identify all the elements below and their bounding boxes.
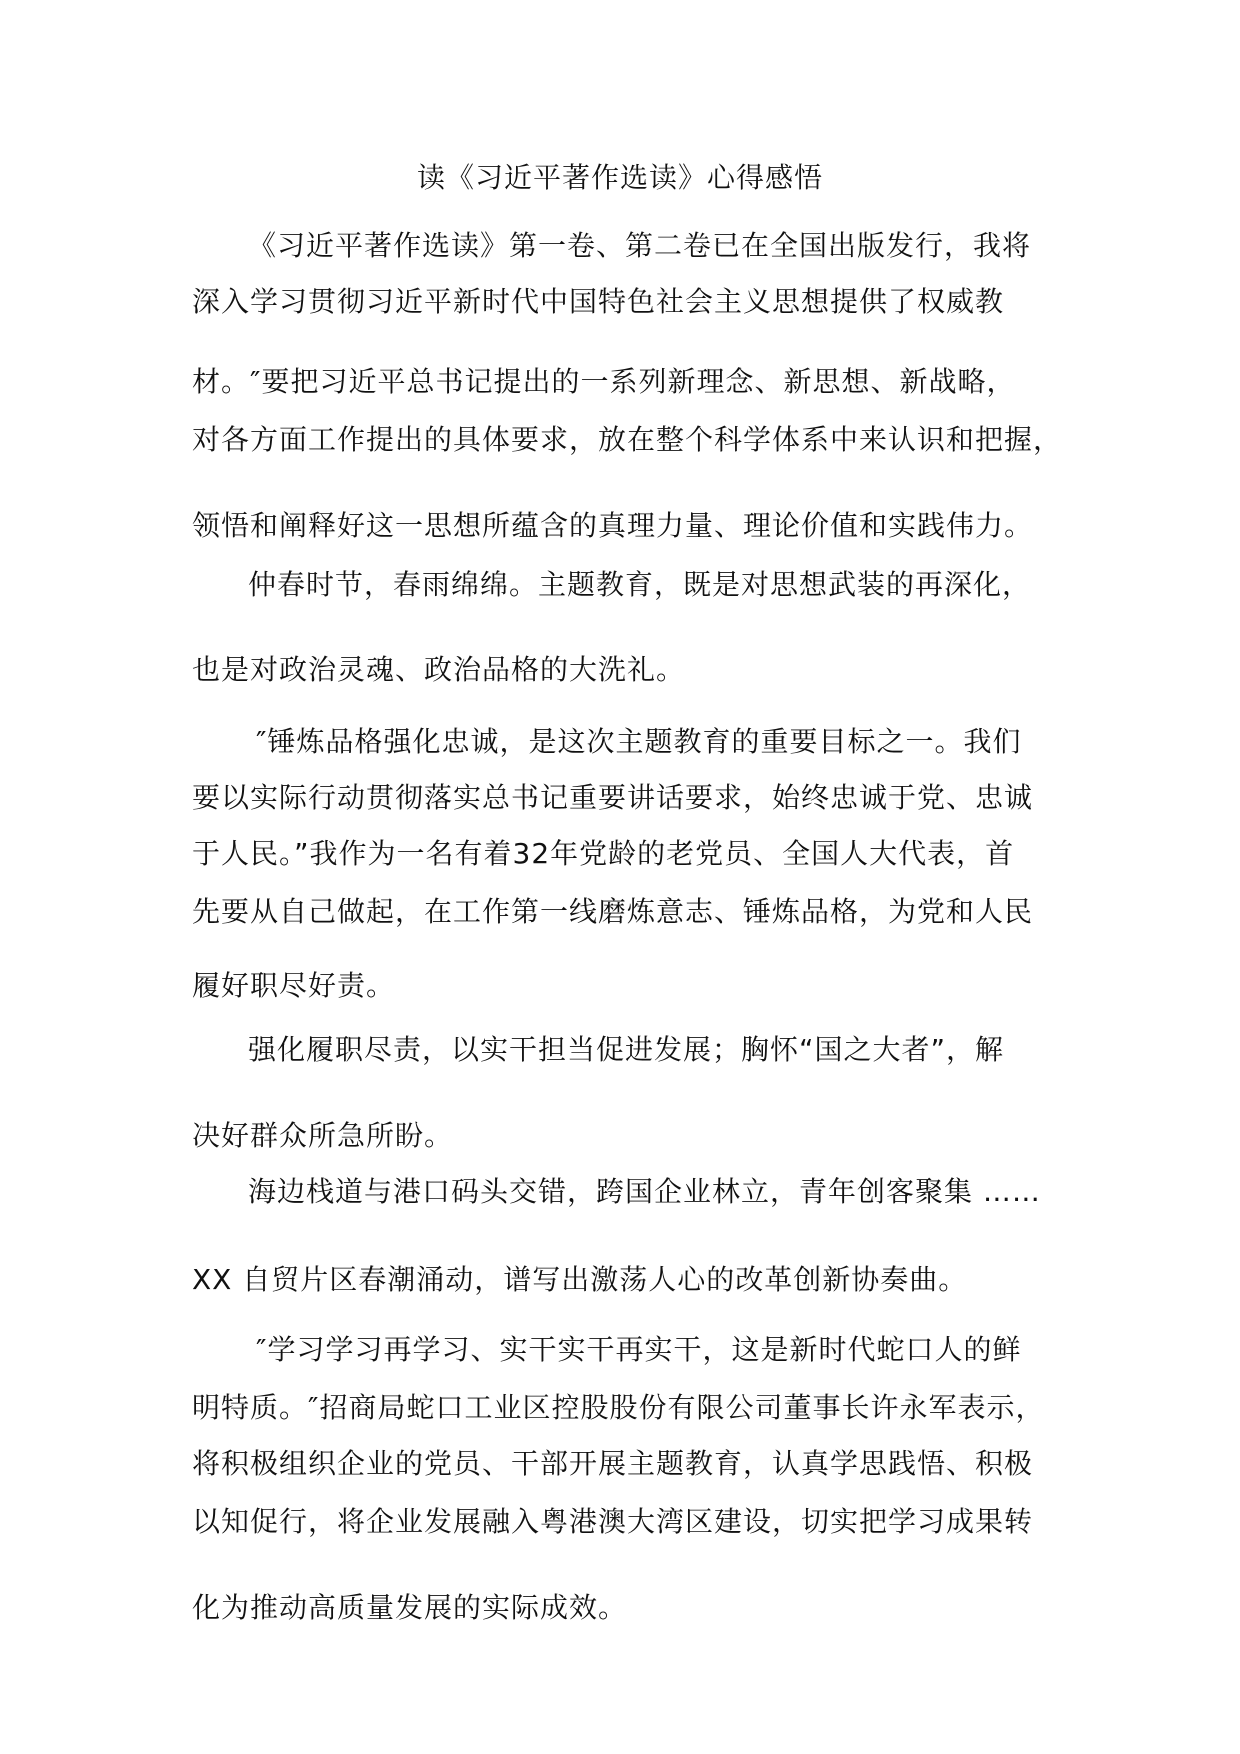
text-line: 履好职尽好责。 — [192, 969, 396, 1002]
text-line: ″锤炼品格强化忠诚，是这次主题教育的重要目标之一。我们 — [256, 725, 1022, 758]
text-line: 深入学习贯彻习近平新时代中国特色社会主义思想提供了权威教 — [192, 285, 1005, 318]
document-title: 读《习近平著作选读》心得感悟 — [416, 161, 823, 194]
text-line: 以知促行，将企业发展融入粤港澳大湾区建设，切实把学习成果转 — [192, 1505, 1034, 1538]
text-line: 化为推动高质量发展的实际成效。 — [192, 1591, 628, 1624]
text-line: 先要从自己做起，在工作第一线磨炼意志、锤炼品格，为党和人民 — [192, 895, 1034, 928]
text-line: 对各方面工作提出的具体要求，放在整个科学体系中来认识和把握， — [192, 423, 1063, 456]
text-line: 将积极组织企业的党员、干部开展主题教育，认真学思践悟、积极 — [192, 1447, 1034, 1480]
text-line: ″学习学习再学习、实干实干再实干，这是新时代蛇口人的鲜 — [256, 1333, 1022, 1366]
text-line: 要以实际行动贯彻落实总书记重要讲话要求，始终忠诚于党、忠诚 — [192, 781, 1034, 814]
text-line: 领悟和阐释好这一思想所蕴含的真理力量、理论价值和实践伟力。 — [192, 509, 1034, 542]
text-line: 也是对政治灵魂、政治品格的大洗礼。 — [192, 653, 686, 686]
text-line: 仲春时节，春雨绵绵。主题教育，既是对思想武装的再深化， — [248, 568, 1032, 601]
text-line: 《习近平著作选读》第一卷、第二卷已在全国出版发行，我将 — [248, 229, 1032, 262]
text-line: 于人民。”我作为一名有着32年党龄的老党员、全国人大代表，首 — [192, 837, 1015, 870]
text-line: 决好群众所急所盼。 — [192, 1119, 454, 1152]
text-line: 强化履职尽责，以实干担当促进发展；胸怀“国之大者”，解 — [248, 1033, 1005, 1066]
text-line: 海边栈道与港口码头交错，跨国企业林立，青年创客聚集 …… — [248, 1175, 1041, 1208]
text-line: 明特质。″招商局蛇口工业区控股股份有限公司董事长许永军表示， — [192, 1391, 1045, 1424]
text-line: XX 自贸片区春潮涌动，谱写出激荡人心的改革创新协奏曲。 — [192, 1263, 968, 1296]
text-line: 材。″要把习近平总书记提出的一系列新理念、新思想、新战略， — [192, 365, 1016, 398]
